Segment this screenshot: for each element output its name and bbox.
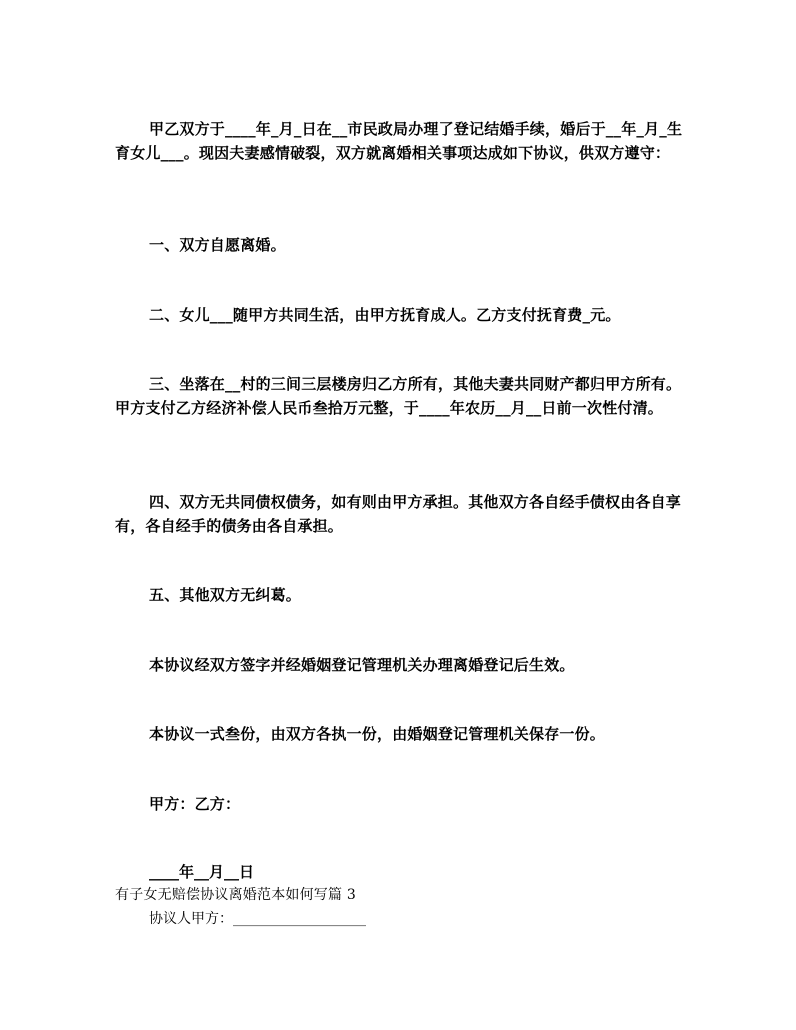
signature-line: 甲方：乙方： [149,795,241,813]
clause-2: 二、女儿___随甲方共同生活，由甲方抚育成人。乙方支付抚育费_元。 [149,306,621,324]
clause-3: 三、坐落在__村的三间三层楼房归乙方所有，其他夫妻共同财产都归甲方所有。甲方支付乙方经济补偿人民币叁拾万元整，于____年农历__月__日前一次性付清。 [115,375,682,417]
clause-1: 一、双方自愿离婚。 [149,236,286,254]
clause-5: 五、其他双方无纠葛。 [149,586,302,604]
intro-paragraph: 甲乙双方于____年_月_日在__市民政局办理了登记结婚手续，婚后于__年_月_生育女儿___。现因夫妻感情破裂，双方就离婚相关事项达成如下协议，供双方遵守： [115,120,683,162]
party-a-line: 协议人甲方：___________________ [149,911,366,927]
copies-clause: 本协议一式叁份，由双方各执一份，由婚姻登记管理机关保存一份。 [149,725,606,743]
clause-4: 四、双方无共同债权债务，如有则由甲方承担。其他双方各自经手债权由各自享有，各自经手的债务由各自承担。 [115,493,682,535]
effective-clause: 本协议经双方签字并经婚姻登记管理机关办理离婚登记后生效。 [149,656,575,674]
date-line: ____年__月__日 [149,863,255,881]
next-section-title: 有子女无赔偿协议离婚范本如何写篇 3 [115,887,356,903]
